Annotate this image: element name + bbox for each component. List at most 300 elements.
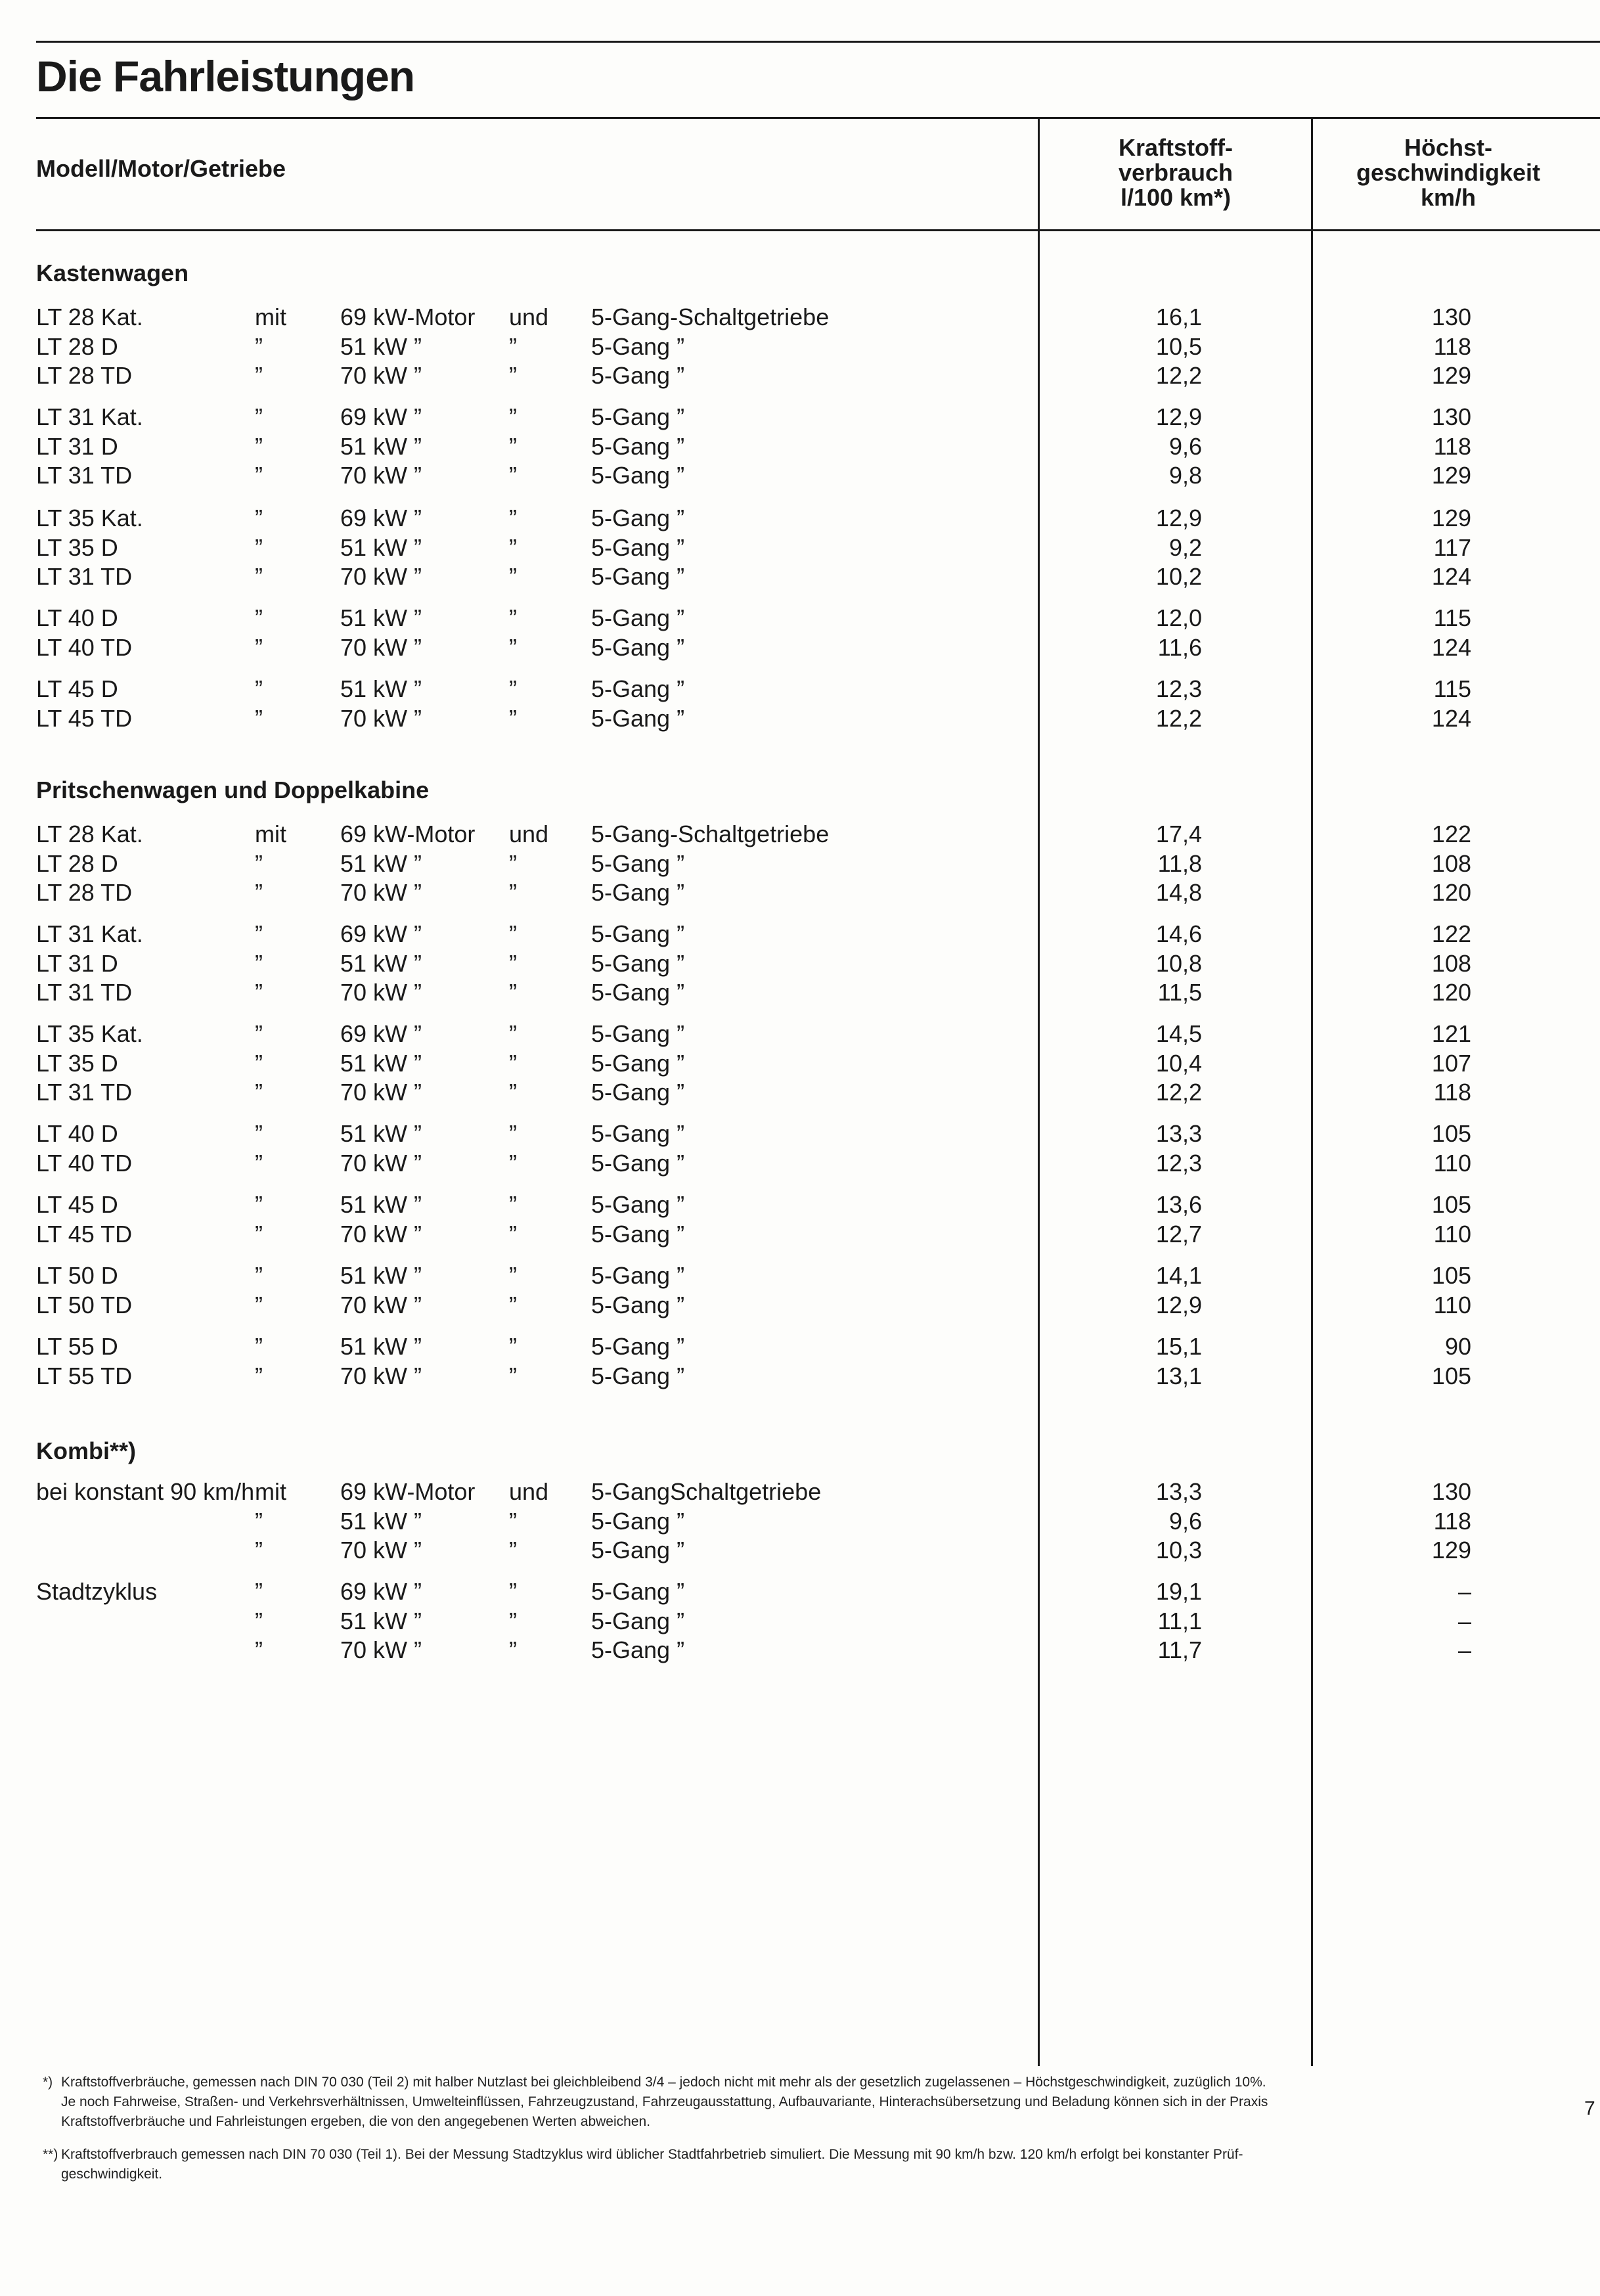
cell-transmission: 5-Gang ” — [591, 403, 685, 430]
cell-motor: 51 kW ” — [340, 849, 422, 877]
table-row — [0, 1577, 1600, 1606]
cell-transmission: 5-Gang ” — [591, 1333, 685, 1360]
cell-top-speed: 108 — [1431, 949, 1471, 977]
cell-transmission: 5-GangSchaltgetriebe — [591, 1478, 822, 1505]
cell-und: und — [509, 1478, 549, 1505]
cell-fuel-consumption: 13,3 — [1155, 1478, 1202, 1505]
table-row — [0, 1219, 1600, 1249]
footnote-1-line-1: Kraftstoffverbräuche, gemessen nach DIN 70 030 (Teil 2) mit halber Nutzlast bei gleichbleibend 3/4 – jedoch nicht mit mehr als der gesetzlich zugelassenen – Höchstgeschwindigkeit, zuzüglich 10%. — [61, 2075, 1266, 2090]
footnote-1-mark: *) — [43, 2075, 53, 2090]
cell-top-speed: 105 — [1431, 1191, 1471, 1218]
cell-motor: 51 kW ” — [340, 1262, 422, 1289]
cell-und: ” — [509, 362, 517, 389]
table-row — [0, 402, 1600, 432]
cell-top-speed: – — [1457, 1636, 1471, 1663]
cell-top-speed: 122 — [1431, 920, 1471, 947]
cell-fuel-consumption: 12,9 — [1155, 1291, 1202, 1318]
table-row — [0, 361, 1600, 390]
header-fuel-line-1: Kraftstoff- — [1119, 134, 1233, 161]
cell-model: LT 45 TD — [36, 1220, 133, 1248]
cell-und: ” — [509, 1079, 517, 1106]
cell-transmission: 5-Gang ” — [591, 979, 685, 1006]
cell-motor: 69 kW ” — [340, 1020, 422, 1047]
cell-motor: 51 kW ” — [340, 1607, 422, 1634]
cell-top-speed: 107 — [1431, 1049, 1471, 1077]
cell-mit: ” — [255, 533, 263, 561]
cell-und: ” — [509, 563, 517, 590]
cell-und: ” — [509, 1578, 517, 1605]
cell-mit: ” — [255, 1291, 263, 1318]
cell-model: LT 31 D — [36, 949, 118, 977]
cell-transmission: 5-Gang ” — [591, 604, 685, 631]
cell-transmission: 5-Gang ” — [591, 563, 685, 590]
cell-top-speed: 129 — [1431, 1537, 1471, 1564]
cell-top-speed: 124 — [1431, 704, 1471, 732]
cell-motor: 51 kW ” — [340, 1191, 422, 1218]
cell-model: LT 35 D — [36, 533, 118, 561]
table-row — [0, 878, 1600, 907]
cell-top-speed: 118 — [1433, 1507, 1471, 1535]
top-rule — [36, 41, 1600, 43]
cell-transmission: 5-Gang ” — [591, 533, 685, 561]
cell-top-speed: 129 — [1431, 505, 1471, 531]
cell-mit: ” — [255, 1191, 263, 1218]
table-row — [0, 1506, 1600, 1536]
cell-fuel-consumption: 10,2 — [1155, 563, 1202, 590]
cell-transmission: 5-Gang ” — [591, 1507, 685, 1535]
cell-mit: ” — [255, 1333, 263, 1360]
cell-model: LT 45 TD — [36, 704, 133, 732]
cell-motor: 70 kW ” — [340, 563, 422, 590]
cell-transmission: 5-Gang ” — [591, 1049, 685, 1077]
cell-transmission: 5-Gang ” — [591, 1020, 685, 1047]
cell-model: LT 50 TD — [36, 1291, 133, 1318]
cell-mit: ” — [255, 1049, 263, 1077]
cell-fuel-consumption: 11,8 — [1157, 849, 1202, 877]
cell-top-speed: 130 — [1431, 304, 1471, 330]
cell-motor: 70 kW ” — [340, 704, 422, 732]
cell-fuel-consumption: 10,4 — [1155, 1049, 1202, 1077]
cell-mit: ” — [255, 633, 263, 661]
cell-mit: ” — [255, 1020, 263, 1047]
cell-mit: ” — [255, 1262, 263, 1289]
cell-mit: ” — [255, 1537, 263, 1564]
cell-und: ” — [509, 432, 517, 460]
cell-und: ” — [509, 332, 517, 360]
table-row — [0, 1290, 1600, 1320]
cell-fuel-consumption: 12,2 — [1155, 704, 1202, 732]
section-title: Pritschenwagen und Doppelkabine — [36, 777, 430, 803]
cell-und: ” — [509, 1049, 517, 1077]
cell-fuel-consumption: 13,6 — [1155, 1191, 1202, 1218]
title-rule — [36, 117, 1600, 119]
cell-fuel-consumption: 9,6 — [1168, 432, 1202, 460]
cell-und: ” — [509, 675, 517, 702]
table-row — [0, 1077, 1600, 1107]
cell-top-speed: 108 — [1431, 849, 1471, 877]
footnote-2-line-1: Kraftstoffverbrauch gemessen nach DIN 70 030 (Teil 1). Bei der Messung Stadtzyklus wird üblicher Stadtfahrbetrieb simuliert. Die Messung mit 90 km/h bzw. 120 km/h erfolgt bei konstanter Prüf- — [61, 2147, 1243, 2162]
cell-und: ” — [509, 1120, 517, 1147]
table-row — [0, 1477, 1600, 1506]
cell-top-speed: 115 — [1433, 675, 1471, 702]
cell-motor: 70 kW ” — [340, 362, 422, 389]
cell-model: LT 35 Kat. — [36, 1020, 143, 1047]
cell-motor: 70 kW ” — [340, 1636, 422, 1663]
cell-und: ” — [509, 849, 517, 877]
cell-model: LT 31 TD — [36, 1079, 133, 1106]
cell-top-speed: 105 — [1431, 1362, 1471, 1389]
cell-fuel-consumption: 14,6 — [1155, 920, 1202, 947]
cell-fuel-consumption: 12,2 — [1155, 1079, 1202, 1106]
cell-mit: ” — [255, 1636, 263, 1663]
cell-model: LT 28 Kat. — [36, 304, 143, 330]
cell-top-speed: 118 — [1433, 332, 1471, 360]
footnote-1 — [36, 2073, 1514, 2135]
cell-fuel-consumption: 9,2 — [1168, 533, 1202, 561]
cell-model: LT 28 TD — [36, 362, 133, 389]
cell-motor: 70 kW ” — [340, 1537, 422, 1564]
table-row — [0, 978, 1600, 1007]
cell-model: LT 45 D — [36, 675, 118, 702]
cell-transmission: 5-Gang ” — [591, 332, 685, 360]
cell-mit: ” — [255, 1220, 263, 1248]
cell-mit: ” — [255, 920, 263, 947]
cell-mit: ” — [255, 1362, 263, 1389]
cell-top-speed: 124 — [1431, 563, 1471, 590]
cell-fuel-consumption: 10,5 — [1155, 332, 1202, 360]
cell-fuel-consumption: 9,6 — [1168, 1507, 1202, 1535]
cell-top-speed: 110 — [1433, 1220, 1471, 1248]
cell-und: ” — [509, 1537, 517, 1564]
cell-model: LT 31 Kat. — [36, 403, 143, 430]
cell-und: ” — [509, 1507, 517, 1535]
cell-model: LT 28 Kat. — [36, 821, 143, 847]
cell-fuel-consumption: 11,7 — [1157, 1636, 1202, 1663]
cell-und: ” — [509, 604, 517, 631]
header-fuel-line-2: verbrauch — [1118, 159, 1233, 186]
cell-top-speed: 110 — [1433, 1149, 1471, 1177]
cell-model: LT 28 D — [36, 849, 118, 877]
table-row — [0, 919, 1600, 949]
cell-model: LT 40 TD — [36, 633, 133, 661]
table-row — [0, 1261, 1600, 1290]
cell-und: ” — [509, 633, 517, 661]
cell-und: ” — [509, 505, 517, 531]
table-row — [0, 1361, 1600, 1391]
cell-motor: 70 kW ” — [340, 462, 422, 489]
header-model: Modell/Motor/Getriebe — [36, 155, 286, 182]
cell-und: ” — [509, 704, 517, 732]
cell-top-speed: 124 — [1431, 633, 1471, 661]
header-speed-line-1: Höchst- — [1404, 134, 1492, 161]
cell-und: ” — [509, 1607, 517, 1634]
section-title: Kastenwagen — [36, 259, 189, 286]
cell-und: ” — [509, 1333, 517, 1360]
table-row — [0, 1148, 1600, 1178]
table-row — [0, 432, 1600, 461]
table-row — [0, 674, 1600, 704]
cell-transmission: 5-Gang ” — [591, 1607, 685, 1634]
cell-model: LT 31 TD — [36, 462, 133, 489]
cell-top-speed: 130 — [1431, 1478, 1471, 1505]
cell-motor: 51 kW ” — [340, 675, 422, 702]
cell-motor: 70 kW ” — [340, 633, 422, 661]
cell-mit: ” — [255, 704, 263, 732]
cell-und: ” — [509, 1291, 517, 1318]
table-row — [0, 849, 1600, 878]
cell-fuel-consumption: 12,0 — [1155, 604, 1202, 631]
cell-motor: 69 kW-Motor — [340, 821, 476, 847]
cell-model: LT 55 D — [36, 1333, 118, 1360]
cell-und: und — [509, 821, 549, 847]
cell-und: ” — [509, 1191, 517, 1218]
cell-model: LT 55 TD — [36, 1362, 133, 1389]
cell-und: ” — [509, 979, 517, 1006]
table-row — [0, 1535, 1600, 1565]
footnote-2-mark: **) — [43, 2147, 58, 2162]
cell-fuel-consumption: 12,9 — [1155, 403, 1202, 430]
cell-model: LT 31 TD — [36, 979, 133, 1006]
cell-und: ” — [509, 1020, 517, 1047]
header-speed — [1314, 135, 1583, 210]
cell-fuel-consumption: 10,8 — [1155, 949, 1202, 977]
cell-model: LT 31 Kat. — [36, 920, 143, 947]
footnote-2-line-2: geschwindigkeit. — [61, 2167, 163, 2182]
cell-fuel-consumption: 12,9 — [1155, 505, 1202, 531]
cell-transmission: 5-Gang ” — [591, 1262, 685, 1289]
cell-motor: 70 kW ” — [340, 1220, 422, 1248]
cell-top-speed: 120 — [1431, 979, 1471, 1006]
cell-und: ” — [509, 403, 517, 430]
cell-mit: mit — [255, 821, 286, 847]
cell-motor: 51 kW ” — [340, 949, 422, 977]
footnote-1-line-3: Kraftstoffverbräuche und Fahrleistungen ergeben, die von den angegebenen Werten abweichen. — [61, 2114, 651, 2129]
cell-fuel-consumption: 11,5 — [1157, 979, 1202, 1006]
cell-top-speed: 115 — [1433, 604, 1471, 631]
cell-mit: ” — [255, 362, 263, 389]
cell-top-speed: 121 — [1431, 1020, 1471, 1047]
cell-mit: ” — [255, 432, 263, 460]
table-row — [0, 332, 1600, 361]
table-row — [0, 562, 1600, 591]
table-row — [0, 1019, 1600, 1048]
cell-transmission: 5-Gang ” — [591, 1537, 685, 1564]
cell-model: Stadtzyklus — [36, 1578, 158, 1605]
cell-transmission: 5-Gang ” — [591, 949, 685, 977]
cell-motor: 70 kW ” — [340, 879, 422, 906]
cell-motor: 70 kW ” — [340, 979, 422, 1006]
cell-und: ” — [509, 1636, 517, 1663]
cell-motor: 70 kW ” — [340, 1291, 422, 1318]
cell-und: ” — [509, 1362, 517, 1389]
cell-fuel-consumption: 16,1 — [1155, 304, 1202, 330]
cell-transmission: 5-Gang ” — [591, 920, 685, 947]
cell-transmission: 5-Gang ” — [591, 1362, 685, 1389]
cell-motor: 69 kW ” — [340, 1578, 422, 1605]
header-fuel-line-3: l/100 km*) — [1120, 184, 1232, 211]
cell-mit: ” — [255, 1507, 263, 1535]
table-row — [0, 1190, 1600, 1219]
table-row — [0, 1119, 1600, 1148]
cell-und: ” — [509, 1220, 517, 1248]
cell-fuel-consumption: 12,2 — [1155, 362, 1202, 389]
cell-model: LT 40 TD — [36, 1149, 133, 1177]
cell-motor: 51 kW ” — [340, 1507, 422, 1535]
cell-top-speed: 105 — [1431, 1120, 1471, 1147]
cell-top-speed: – — [1457, 1607, 1471, 1634]
table-row — [0, 819, 1600, 849]
cell-motor: 51 kW ” — [340, 432, 422, 460]
cell-motor: 70 kW ” — [340, 1079, 422, 1106]
cell-top-speed: 118 — [1433, 432, 1471, 460]
cell-mit: ” — [255, 879, 263, 906]
cell-transmission: 5-Gang ” — [591, 1079, 685, 1106]
table-row — [0, 461, 1600, 490]
cell-mit: ” — [255, 462, 263, 489]
cell-top-speed: 129 — [1431, 362, 1471, 389]
cell-transmission: 5-Gang-Schaltgetriebe — [591, 821, 830, 847]
cell-model: LT 28 TD — [36, 879, 133, 906]
cell-model: LT 31 TD — [36, 563, 133, 590]
cell-motor: 51 kW ” — [340, 1333, 422, 1360]
cell-top-speed: 110 — [1433, 1291, 1471, 1318]
cell-fuel-consumption: 17,4 — [1155, 821, 1202, 847]
cell-mit: mit — [255, 1478, 286, 1505]
cell-top-speed: 118 — [1433, 1079, 1471, 1106]
cell-motor: 69 kW-Motor — [340, 1478, 476, 1505]
cell-transmission: 5-Gang ” — [591, 432, 685, 460]
cell-top-speed: 130 — [1431, 403, 1471, 430]
cell-fuel-consumption: 12,7 — [1155, 1220, 1202, 1248]
cell-mit: ” — [255, 1120, 263, 1147]
table-row — [0, 704, 1600, 733]
cell-und: und — [509, 304, 549, 330]
cell-transmission: 5-Gang ” — [591, 1578, 685, 1605]
cell-top-speed: 117 — [1433, 533, 1471, 561]
cell-top-speed: 120 — [1431, 879, 1471, 906]
cell-top-speed: 90 — [1444, 1333, 1471, 1360]
cell-mit: ” — [255, 1607, 263, 1634]
cell-fuel-consumption: 9,8 — [1168, 462, 1202, 489]
cell-model: LT 45 D — [36, 1191, 118, 1218]
cell-und: ” — [509, 1149, 517, 1177]
cell-motor: 70 kW ” — [340, 1362, 422, 1389]
cell-top-speed: – — [1457, 1578, 1471, 1605]
cell-motor: 69 kW ” — [340, 505, 422, 531]
cell-model: LT 40 D — [36, 604, 118, 631]
cell-motor: 51 kW ” — [340, 1120, 422, 1147]
cell-model: bei konstant 90 km/h — [36, 1478, 255, 1505]
cell-transmission: 5-Gang ” — [591, 1220, 685, 1248]
cell-fuel-consumption: 14,5 — [1155, 1020, 1202, 1047]
header-fuel — [1041, 135, 1310, 210]
header-speed-line-2: geschwindigkeit — [1356, 159, 1541, 186]
cell-top-speed: 122 — [1431, 821, 1471, 847]
table-row — [0, 533, 1600, 562]
cell-fuel-consumption: 13,1 — [1155, 1362, 1202, 1389]
cell-und: ” — [509, 1262, 517, 1289]
footnote-1-line-2: Je noch Fahrweise, Straßen- und Verkehrsverhältnissen, Umwelteinflüssen, Fahrzeugzustand, Fahrzeugausstattung, Aufbauvariante, Hinterachsübersetzung und Beladung können sich in der Praxis — [61, 2094, 1268, 2109]
cell-fuel-consumption: 11,6 — [1157, 633, 1202, 661]
cell-transmission: 5-Gang ” — [591, 1120, 685, 1147]
cell-fuel-consumption: 12,3 — [1155, 675, 1202, 702]
table-row — [0, 302, 1600, 332]
cell-transmission: 5-Gang ” — [591, 505, 685, 531]
cell-motor: 51 kW ” — [340, 1049, 422, 1077]
cell-model: LT 31 D — [36, 432, 118, 460]
cell-mit: ” — [255, 1149, 263, 1177]
cell-motor: 51 kW ” — [340, 332, 422, 360]
cell-transmission: 5-Gang ” — [591, 704, 685, 732]
table-row — [0, 503, 1600, 533]
cell-mit: ” — [255, 949, 263, 977]
cell-mit: ” — [255, 979, 263, 1006]
cell-transmission: 5-Gang ” — [591, 849, 685, 877]
page-title: Die Fahrleistungen — [36, 52, 415, 101]
cell-transmission: 5-Gang ” — [591, 675, 685, 702]
cell-mit: ” — [255, 563, 263, 590]
table-row — [0, 1332, 1600, 1361]
cell-fuel-consumption: 14,1 — [1155, 1262, 1202, 1289]
header-speed-line-3: km/h — [1420, 184, 1477, 211]
cell-transmission: 5-Gang-Schaltgetriebe — [591, 304, 830, 330]
table-row — [0, 603, 1600, 633]
cell-motor: 51 kW ” — [340, 604, 422, 631]
cell-model: LT 28 D — [36, 332, 118, 360]
section-title: Kombi**) — [36, 1437, 136, 1464]
cell-und: ” — [509, 462, 517, 489]
cell-top-speed: 129 — [1431, 462, 1471, 489]
cell-transmission: 5-Gang ” — [591, 362, 685, 389]
header-rule — [36, 229, 1600, 231]
cell-motor: 69 kW ” — [340, 920, 422, 947]
cell-transmission: 5-Gang ” — [591, 1149, 685, 1177]
cell-top-speed: 105 — [1431, 1262, 1471, 1289]
cell-mit: ” — [255, 332, 263, 360]
cell-transmission: 5-Gang ” — [591, 462, 685, 489]
cell-mit: ” — [255, 1079, 263, 1106]
cell-mit: ” — [255, 675, 263, 702]
cell-motor: 51 kW ” — [340, 533, 422, 561]
cell-fuel-consumption: 12,3 — [1155, 1149, 1202, 1177]
cell-fuel-consumption: 11,1 — [1157, 1607, 1202, 1634]
cell-mit: ” — [255, 403, 263, 430]
table-row — [0, 1635, 1600, 1665]
cell-mit: ” — [255, 849, 263, 877]
cell-fuel-consumption: 19,1 — [1155, 1578, 1202, 1605]
cell-transmission: 5-Gang ” — [591, 1191, 685, 1218]
cell-und: ” — [509, 949, 517, 977]
cell-fuel-consumption: 13,3 — [1155, 1120, 1202, 1147]
table-row — [0, 633, 1600, 662]
table-row — [0, 1606, 1600, 1636]
cell-motor: 69 kW-Motor — [340, 304, 476, 330]
cell-motor: 69 kW ” — [340, 403, 422, 430]
table-row — [0, 1048, 1600, 1078]
cell-transmission: 5-Gang ” — [591, 1291, 685, 1318]
cell-model: LT 35 D — [36, 1049, 118, 1077]
cell-fuel-consumption: 14,8 — [1155, 879, 1202, 906]
footnote-2 — [36, 2145, 1514, 2188]
cell-model: LT 40 D — [36, 1120, 118, 1147]
cell-motor: 70 kW ” — [340, 1149, 422, 1177]
cell-fuel-consumption: 10,3 — [1155, 1537, 1202, 1564]
cell-und: ” — [509, 920, 517, 947]
cell-transmission: 5-Gang ” — [591, 633, 685, 661]
table-row — [0, 949, 1600, 978]
cell-mit: mit — [255, 304, 286, 330]
cell-model: LT 35 Kat. — [36, 505, 143, 531]
